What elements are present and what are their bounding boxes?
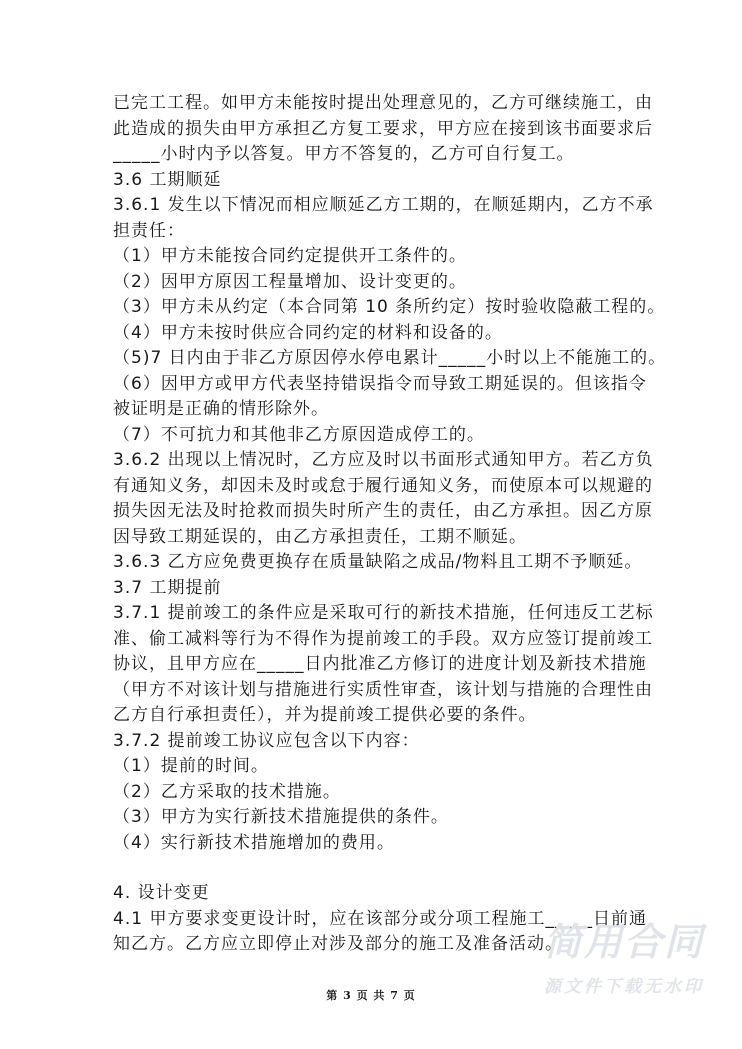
text-line: 知乙方。乙方应立即停止对涉及部分的施工及准备活动。 [113,934,563,954]
watermark-title: 简用合同 [543,920,704,964]
list-item: （4）甲方未按时供应合同约定的材料和设备的。 [113,322,503,343]
spacer [113,856,629,881]
list-item: （6）因甲方或甲方代表坚持错误指令而导致工期延误的。但该指令 [113,373,647,394]
section-heading: 4. 设计变更 [113,883,210,903]
text-line: 准、偷工减料等行为不得作为提前竣工的手段。双方应签订提前竣工 [113,628,653,649]
section-heading: 3.6 工期顺延 [113,169,222,190]
list-item: （3）甲方为实行新技术措施提供的条件。 [113,807,449,827]
list-item: （4）实行新技术措施增加的费用。 [113,832,395,853]
text-line: 因导致工期延误的，由乙方承担责任，工期不顺延。 [113,526,527,547]
text-line: 3.7.2 提前竣工协议应包含以下内容： [113,730,420,751]
list-item: （3）甲方未从约定（本合同第 10 条所约定）按时验收隐蔽工程的。 [113,297,666,317]
text-line: 4.1 甲方要求变更设计时，应在该部分或分项工程施工_____日前通 [113,908,647,929]
watermark-logo [544,920,704,997]
page-number: 第 3 页 共 7 页 [326,989,416,1002]
list-item: （5)7 日内由于非乙方原因停水停电累计_____小时以上不能施工的。 [113,348,667,368]
list-item: （7）不可抗力和其他非乙方原因造成停工的。 [113,424,485,445]
text-line: 此造成的损失由甲方承担乙方复工要求，甲方应在接到该书面要求后 [113,118,653,139]
list-item: （1）甲方未能按合同约定提供开工条件的。 [113,246,467,266]
list-item: （2）因甲方原因工程量增加、设计变更的。 [113,271,467,292]
text-line: 3.6.3 乙方应免费更换存在质量缺陷之成品/物料且工期不予顺延。 [113,552,643,572]
text-line: 乙方自行承担责任），并为提前竣工提供必要的条件。 [113,705,537,725]
text-line: _____小时内予以答复。甲方不答复的，乙方可自行复工。 [113,144,575,164]
text-line: 3.6.1 发生以下情况而相应顺延乙方工期的，在顺延期内，乙方不承 [113,195,654,215]
text-line: 损失因无法及时抢救而损失时所产生的责任，由乙方承担。因乙方原 [113,501,653,521]
text-line: 3.7.1 提前竣工的条件应是采取可行的新技术措施，任何违反工艺标 [113,603,654,623]
watermark-subtitle: 源文件下载无水印 [543,977,704,997]
text-line: 有通知义务，却因未及时或怠于履行通知义务，而使原本可以规避的 [113,475,653,496]
list-item: （1）提前的时间。 [113,756,269,776]
list-item: （2）乙方采取的技术措施。 [113,781,341,802]
text-line: 3.6.2 出现以上情况时，乙方应及时以书面形式通知甲方。若乙方负 [113,450,654,470]
text-line: 已完工工程。如甲方未能按时提出处理意见的，乙方可继续施工，由 [113,93,653,113]
text-line: 协议，且甲方应在_____日内批准乙方修订的进度计划及新技术措施 [113,654,647,674]
section-heading: 3.7 工期提前 [113,577,222,598]
text-line: （甲方不对该计划与措施进行实质性审查，该计划与措施的合理性由 [113,679,653,700]
text-line: 被证明是正确的情形除外。 [113,399,329,419]
text-line: 担责任： [113,220,185,241]
